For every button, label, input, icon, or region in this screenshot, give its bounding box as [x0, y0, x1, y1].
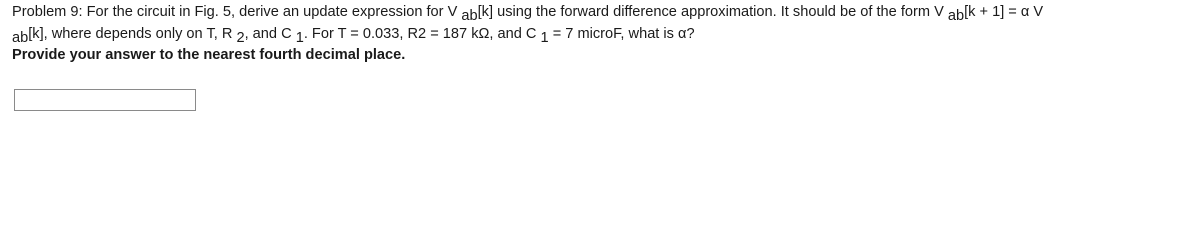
subscript-ab: ab: [461, 8, 478, 24]
question-line-1: [12, 1, 1192, 23]
question-text-segment: . For T = 0.033, R2 = 187 kΩ, and C: [303, 26, 541, 42]
subscript-1: 1: [540, 30, 549, 46]
question-text: [12, 1, 1192, 65]
subscript-1: 1: [295, 30, 304, 46]
question-text-segment: = 7 microF, what is α?: [548, 26, 695, 42]
question-text-segment: Problem 9: For the circuit in Fig. 5, derive an update expression for V: [12, 4, 462, 20]
question-text-segment: [k], where depends only on T, R: [28, 26, 237, 42]
question-line-2: [12, 23, 1192, 45]
subscript-ab: ab: [12, 30, 29, 46]
question-text-segment: [k + 1] = α V: [964, 4, 1044, 20]
answer-instruction: Provide your answer to the nearest fourth decimal place.: [12, 47, 406, 63]
answer-input[interactable]: [14, 89, 196, 111]
question-text-segment: , and C: [244, 26, 296, 42]
subscript-ab: ab: [947, 8, 965, 24]
question-text-segment: [k] using the forward difference approximation. It should be of the form V: [477, 4, 948, 20]
subscript-2: 2: [236, 30, 245, 46]
